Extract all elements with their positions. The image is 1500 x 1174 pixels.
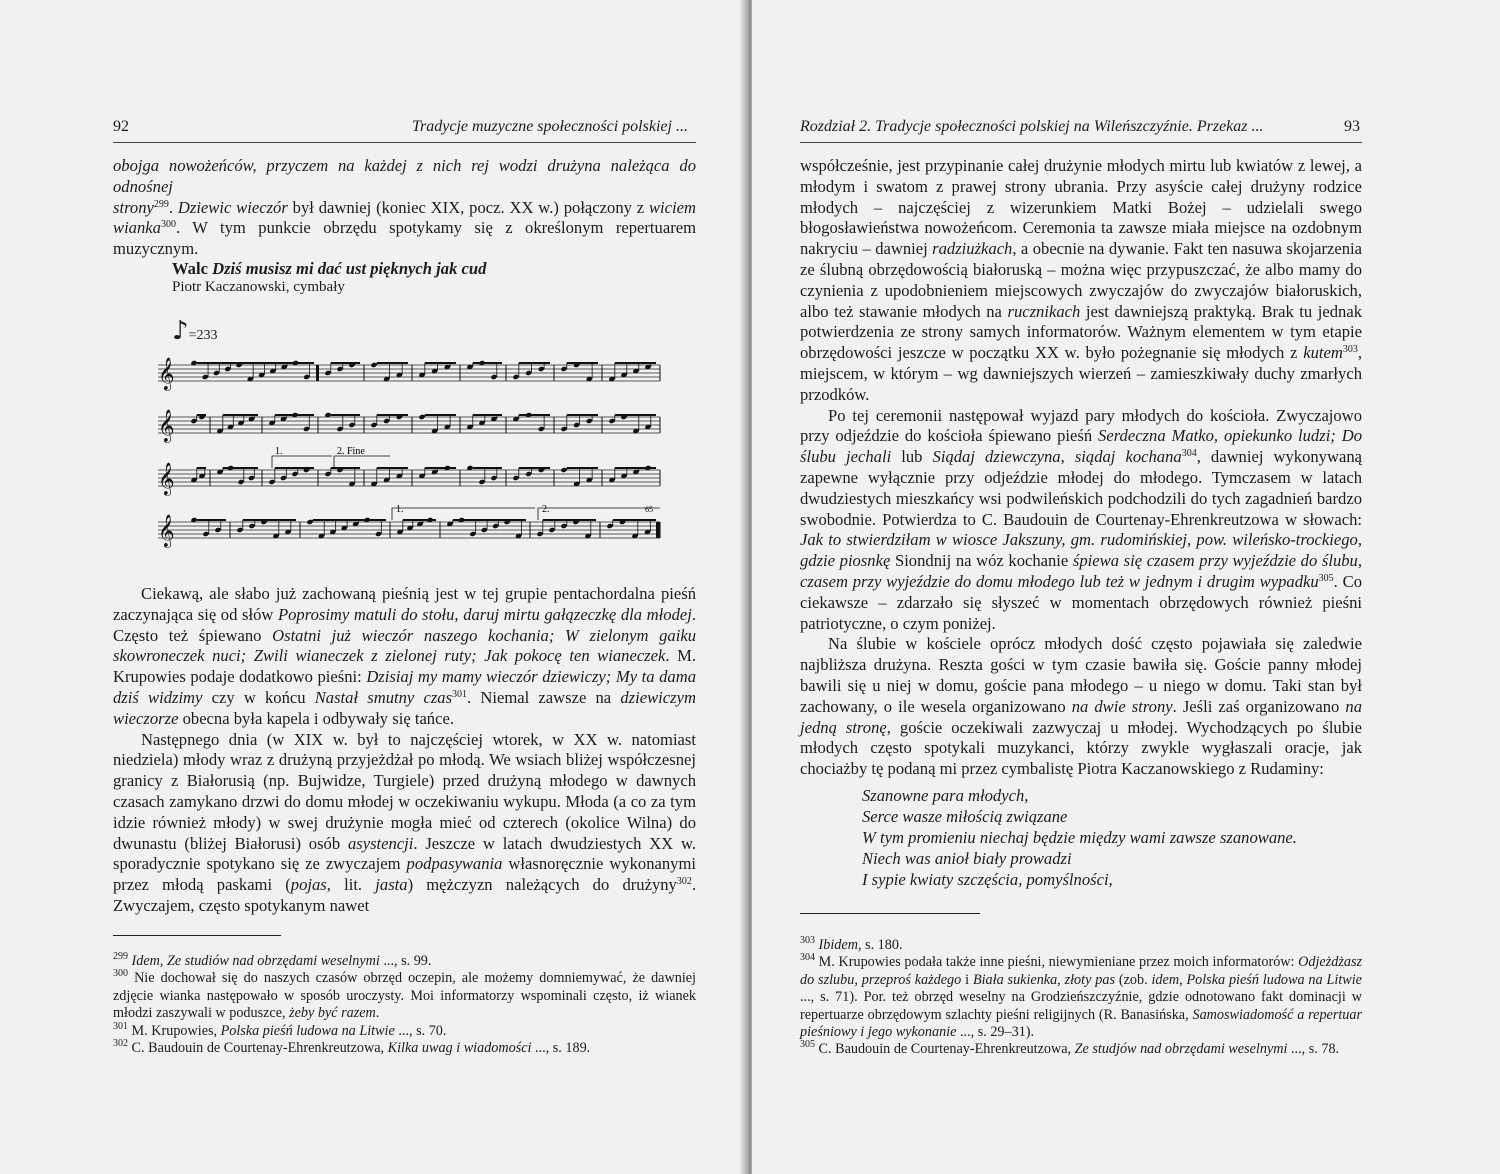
text-run: M. Krupowies podała także inne pieśni, niewymieniane przez moich informatorów: (818, 954, 1299, 971)
volta-bracket-1 (272, 456, 332, 468)
text-run: . Niemal zawsze na (467, 687, 621, 707)
text-run: ..., s. 29–31). (956, 1024, 1035, 1041)
measure-number: 65 (645, 505, 653, 514)
italic-run: Poprosimy matuli do stołu, daruj mirtu gałązeczkę dla młodej (278, 604, 692, 624)
text-run: własnoręcznie wykonanymi przez młodą paskami ( (113, 854, 696, 895)
treble-clef-icon: 𝄞 (158, 462, 175, 495)
footnote-number: 300 (113, 968, 128, 980)
header-rule-left (113, 142, 696, 143)
text-run: strony (113, 197, 154, 217)
text-run: . W tym punkcie obrzędu spotykamy się z określonym repertuarem (175, 218, 696, 238)
intro-line (113, 239, 696, 260)
italic-run: Ibidem (818, 937, 858, 953)
italic-run: Ostatni już wieczór naszego kochania; W zielonym gaiku skowroneczek nuci; Zwili wianeczek z zielonej ruty; Jak pokocę ten wianeczek (113, 625, 696, 666)
italic-run: Serdeczna Matko, opiekunko ludzi; Do ślubu jechali (800, 426, 1363, 467)
italic-run: Nastał smutny czas (314, 687, 453, 707)
text-run: Siondnij na wóz kochanie (890, 551, 1073, 571)
volta-bracket-2 (334, 456, 390, 468)
italic-run: kutem (1303, 343, 1343, 363)
text-run: , a obecnie na dywanie. Fakt ten nasuwa skojarzenia ze ślubną obrzędowością białoruską – można więc przypuszczać, że albo mamy do czynienia z upodobnieniem miejscowych zwyczajów do zwyczajów białoruskich, albo też stawanie młodych na (800, 239, 1362, 321)
italic-run: radziużkach (932, 239, 1013, 259)
song-title-italic: Dziś musisz mi dać ust pięknych jak cud (212, 259, 487, 278)
italic-run: Jak to stwierdziłam w wiosce Jakszuny, gm. rudomińskiej, pow. wileńsko-trockiego, gdzie piosnkę (800, 530, 1362, 571)
italic-run: na jedną stronę (800, 696, 1362, 737)
song-title (172, 259, 486, 279)
body-text-left (113, 584, 696, 917)
text-run: Ciekawą, ale słabo już zachowaną pieśnią jest w tej grupie pentachordalna (141, 584, 661, 603)
paragraph-blessing (800, 156, 1362, 406)
text-run: . Jeśli zaś organizowano (1172, 696, 1346, 716)
italic-run: żeby być razem (289, 1005, 376, 1022)
text-run: ..., s. 189. (531, 1040, 591, 1057)
text-run: wiciem (648, 197, 696, 217)
italic-run: Idem, Ze studiów nad obrzędami weselnymi (131, 953, 380, 969)
italic-run: Kilka uwag i wiadomości (387, 1040, 532, 1057)
text-run: . Często też śpiewano (113, 604, 697, 645)
italic-run: podpasywania (406, 854, 503, 874)
text-run: . M. Krupowies podaje dodatkowo pieśni: (113, 646, 696, 687)
text-run: ) mężczyzn należących do drużyny (407, 875, 677, 895)
footnote (800, 937, 1362, 954)
song-title-prefix: Walc (172, 259, 208, 278)
volta-bracket-4 (538, 508, 660, 520)
poem-line: W tym promieniu niechaj będzie między wami zawsze szanowane. (862, 827, 1297, 847)
page-number-left: 92 (113, 118, 129, 135)
tempo-value: =233 (188, 328, 218, 343)
text-run: obecna była kapela i odbywały się tańce. (178, 708, 454, 728)
text-run: , lit. (326, 875, 376, 895)
text-run: , dawniej wykonywaną zapewne wyłącznie przy odjeździe młodej do młodego. Tymczasem w latach dwudziestych mieszkańcy wsi podwileńskich podchodzili do tych zagadnień bardzo swobodnie. Potwierdza to C. Baudouin de Courtenay-Ehrenkreutzowa w słowach: (800, 447, 1362, 529)
volta-label-4: 2. (542, 504, 550, 515)
footnote-ref: 302 (676, 876, 692, 888)
text-run: . Co ciekawsze – zdarzało się słyszeć w momentach obrzędowych również pieśni patriotyczne, o czym poniżej. (800, 571, 1363, 633)
footnote-number: 302 (113, 1038, 128, 1050)
text-run: ..., s. 71). Por. też obrzęd weselny na Grodzieńszczyźnie, gdzie odnotowano fakt dominacji w repertuarze obrzędowym szlachty pieśni religijnych (R. Banasińska, (800, 989, 1362, 1023)
text-run: ..., s. 78. (1287, 1041, 1340, 1058)
text-run: (zob. (1114, 971, 1152, 988)
text-run: współcześnie, jest przypinanie całej drużynie młodych mirtu lub kwiatów z lewej, a młodym i swatom z prawej strony ubrania. Przy asyście całej drużyny rodzice młodych – najczęściej z wizerunkiem Matki Bożej – udzielali swego błogosławieństwa nowożeńcom. Ceremonia ta zawsze miała miejsce na ozdobnym nakryciu – dawniej (800, 156, 1362, 259)
text-run: , miejscem, w którym – wg dawniejszych wierzeń – zamieszkiwały duchy zmarłych przodków. (800, 343, 1362, 404)
italic-run: Siądaj dziewczyna, siądaj kochana (932, 447, 1182, 467)
italic-run: rucznikach (1007, 301, 1081, 321)
text-run: muzycznym. (113, 239, 199, 259)
footnote-number: 304 (800, 952, 815, 964)
footnote (800, 1041, 1362, 1058)
italic-run: dziewiczym wieczorze (113, 687, 696, 728)
paragraph-departure (800, 406, 1362, 635)
running-header-left: Tradycje muzyczne społeczności polskiej ... (412, 118, 688, 135)
text-run: , s. 180. (857, 937, 903, 953)
text-run: Następnego dnia (w XIX w. był to najczęściej wtorek, w XX w. natomiast niedziela) młody wraz z drużyną przyjeżdżał po młodą. We wsiach bliżej współczesnej granicy z Białorusią (np. Bujwidze, Turgiele) przed drużyną młodego w dawnych czasach zamykano drzwi do domu młodej w oczekiwaniu wykupu. Młoda (a co za tym idzie również młody) w swej drużynie mogła mieć od czterech (okolice Wilna) do dwunastu (bliżej Białorusi) osób (113, 729, 696, 853)
text-run: Po tej ceremonii następował wyjazd pary młodych do kościoła. Zwyczajowo przy odjeździe do kościoła śpiewano pieśń (800, 405, 1362, 446)
intro-line (113, 218, 696, 239)
italic-run: jasta (375, 875, 408, 895)
text-run: . (375, 1005, 380, 1022)
paragraph-next-day (113, 730, 696, 917)
text-run: ..., s. 99. (379, 953, 432, 969)
paragraph-church (800, 634, 1362, 780)
italic-run: Samoswiadomość a repertuar pieśniowy i jego wykonanie (800, 1006, 1363, 1041)
footnote-ref: 305 (1318, 572, 1334, 584)
footnote-number: 303 (800, 935, 815, 946)
poem-line: Szanowne para młodych, (862, 786, 1029, 805)
footnote-rule-left (113, 935, 281, 936)
italic-run: Biała sukienka, złoty pas (972, 971, 1115, 988)
italic-run: idem, Polska pieśń ludowa na Litwie (1151, 971, 1362, 988)
italic-run: Dzisiaj my mamy wieczór dziewiczy; My ta dama dziś widzimy (113, 667, 696, 707)
italic-run: Odjeżdżasz do szlubu, przeproś każdego (800, 954, 1362, 988)
treble-clef-icon: 𝄞 (158, 409, 175, 442)
footnote (113, 1020, 696, 1040)
italic-run: pojas (290, 875, 327, 895)
music-score (150, 350, 665, 560)
text-run: i (961, 971, 973, 988)
text-run: Na ślubie w kościele oprócz młodych dość często pojawiała się zaledwie najbliższa drużyna. Reszta gości w tym czasie bawiła się. Goście panny młodej bawili się u niej w domu, goście pana młodego – u niego w domu. Taki stan był zachowany, o ile wesela organizowano (800, 634, 1362, 716)
treble-clef-icon: 𝄞 (158, 357, 175, 390)
intro-line (113, 198, 696, 219)
text-run: M. Krupowies, (131, 1022, 221, 1039)
footnotes-right (800, 937, 1362, 1059)
header-rule-right (800, 142, 1362, 143)
footnote (113, 953, 696, 970)
paragraph-songs (113, 584, 696, 730)
text-run: C. Baudouin de Courtenay-Ehrenkreutzowa, (131, 1040, 388, 1057)
final-bar (656, 522, 660, 538)
text-run: ..., s. 70. (394, 1022, 447, 1039)
text-run: jest dawniejszą praktyką. Brak tu jednak potwierdzenia ze strony samych informatorów. Ważnym elementem w tym etapie obrzędowości jeszcze w początku XX w. było pożegnanie się młodych z (800, 301, 1362, 363)
repeat-bar (316, 365, 319, 381)
footnote-ref: 304 (1181, 448, 1197, 460)
footnote-number: 305 (800, 1039, 815, 1051)
footnote (113, 970, 696, 1022)
poem-oration (862, 786, 1297, 891)
song-performer: Piotr Kaczanowski, cymbały (172, 279, 345, 295)
text-run: Dziewic wieczór (177, 197, 288, 217)
intro-line (113, 156, 696, 198)
treble-clef-icon: 𝄞 (158, 514, 175, 547)
left-page (0, 0, 748, 1174)
page-number-right: 93 (1344, 118, 1360, 135)
tempo-marking (172, 316, 218, 346)
text-run: był dawniej (koniec XIX, pocz. XX w.) połączony z (287, 197, 649, 217)
text-run: . (168, 197, 178, 217)
volta-label-3: 1. (396, 504, 404, 515)
text-run: czy w końcu (202, 687, 315, 707)
volta-label-1: 1. (275, 446, 283, 457)
italic-run: śpiewa się czasem przy wyjeździe do ślubu, czasem przy wyjeździe do domu młodego lub też w jednym i drugim wypadku (800, 551, 1362, 591)
footnote-ref: 303 (1342, 344, 1358, 356)
text-run: . Zwyczajem, często spotykanym nawet (113, 875, 696, 915)
footnotes-left (113, 953, 696, 1057)
footnote-rule-right (800, 913, 980, 914)
footnote (800, 954, 1362, 1041)
poem-line: Serce wasze miłością związane (862, 806, 1068, 826)
footnote-ref: 299 (153, 198, 169, 210)
eighth-note-icon: ♪ (172, 316, 189, 346)
footnote-number: 301 (113, 1020, 128, 1032)
footnote-number: 299 (113, 951, 128, 962)
footnote-ref: 301 (452, 688, 468, 700)
italic-run: asystencji (347, 833, 414, 853)
italic-run: Ze studjów nad obrzędami weselnymi (1074, 1041, 1288, 1058)
text-run: Nie dochował się do naszych czasów obrzęd oczepin, ale możemy domniemywać, że dawniej zdjęcie wianka następowało w sposób uroczysty. Moi informatorzy wspominali często, iż wianek młodzi zaszywali w poduszce, (113, 970, 697, 1022)
text-run: lub (891, 447, 933, 467)
text-run: , goście oczekiwali zazwyczaj u młodej. Wychodzących po ślubie młodych często spotykali muzykanci, którzy zwykle wygłaszali oracje, jak chociażby tę podaną mi przez cymbalistę Piotra Kaczanowskiego z Rudaminy: (800, 717, 1362, 779)
footnote-ref: 300 (160, 219, 176, 231)
italic-run: na dwie strony (1071, 696, 1173, 716)
body-text-right (800, 156, 1362, 780)
text-run: C. Baudouin de Courtenay-Ehrenkreutzowa, (818, 1041, 1075, 1058)
text-run: obojga nowożeńców, przyczem na każdej z nich rej wodzi drużyna należąca do odnośnej (113, 156, 696, 196)
intro-paragraph (113, 156, 696, 260)
running-header-right: Rozdział 2. Tradycje społeczności polskiej na Wileńszczyźnie. Przekaz ... (800, 118, 1264, 135)
italic-run: Polska pieśń ludowa na Litwie (220, 1022, 395, 1039)
text-run: . Jeszcze w latach dwudziestych XX w. sporadycznie spotykano się ze zwyczajem (113, 833, 697, 874)
text-run: wianka (113, 218, 161, 238)
poem-line: Niech was anioł biały prowadzi (862, 848, 1072, 868)
right-page (752, 0, 1500, 1174)
volta-label-2: 2. Fine (337, 446, 365, 457)
footnote (113, 1040, 696, 1057)
text-run: pieśń zaczynająca się od słów (113, 584, 696, 624)
poem-line: I sypie kwiaty szczęścia, pomyślności, (862, 869, 1113, 889)
